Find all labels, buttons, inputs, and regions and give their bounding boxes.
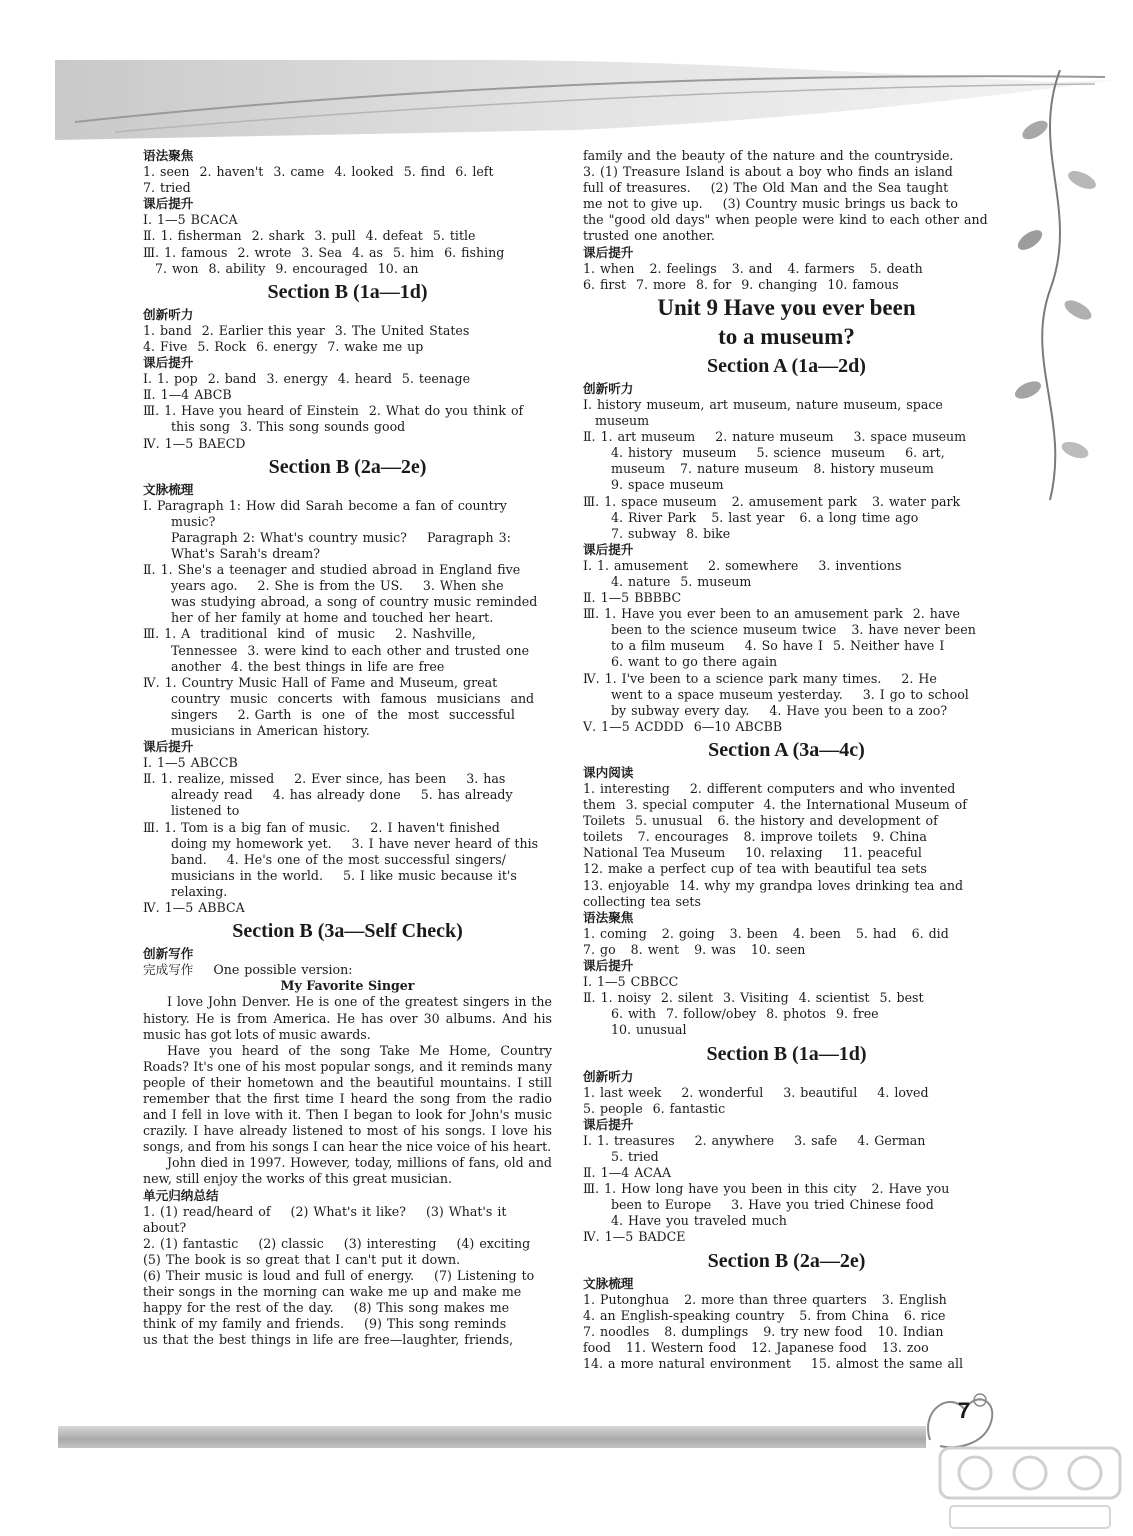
answer-line: been to the science museum twice 3. have never been (611, 622, 976, 638)
unit-title: Unit 9 Have you ever been (657, 294, 916, 320)
answer-line: 7. subway 8. bike (611, 525, 731, 541)
answer-line: 5. tried (611, 1148, 659, 1164)
answer-line: family and the beauty of the nature and the countryside. (583, 148, 954, 163)
answer-line: (6) Their music is loud and full of energy. (7) Listening to (143, 1268, 535, 1283)
answer-line: relaxing. (171, 883, 228, 899)
answer-line: 1. (1) read/heard of (2) What's it like? (3) What's it (143, 1203, 507, 1219)
answer-line: to a film museum 4. So have I 5. Neither have I (611, 638, 945, 654)
answer-line: Ⅲ. 1. Have you ever been to an amusement park 2. have (583, 606, 960, 622)
answer-line: them 3. special computer 4. the International Museum of (583, 797, 967, 813)
left-answer-column (143, 148, 552, 1348)
unit-title: to a museum? (718, 323, 855, 349)
answer-line: 9. space museum (611, 477, 724, 493)
answer-line: band. 4. He's one of the most successful singers/ (171, 851, 506, 867)
subsection-label: 创新听力 (583, 380, 634, 396)
answer-line: What's Sarah's dream? (171, 545, 320, 561)
subsection-label: 单元归纳总结 (143, 1187, 219, 1203)
answer-line: Tennessee 3. were kind to each other and trusted one (171, 642, 530, 658)
answer-line: Ⅳ. 1. Country Music Hall of Fame and Museum, great (143, 674, 498, 690)
answer-line: Ⅲ. 1. A traditional kind of music 2. Nashville, (143, 626, 476, 642)
section-heading: Section B (2a—2e) (707, 1249, 866, 1272)
answer-line: Ⅳ. 1—5 ABBCA (143, 900, 245, 916)
answer-line: Ⅰ. history museum, art museum, nature museum, space (583, 396, 943, 412)
answer-line: doing my homework yet. 3. I have never heard of this (171, 835, 539, 851)
answer-line: me not to give up. (3) Country music brings us back to (583, 196, 958, 212)
header-banner-decoration (55, 52, 1115, 142)
answer-line: 3. (1) Treasure Island is about a boy who finds an island (583, 164, 953, 180)
vine-decoration (990, 70, 1120, 500)
answer-line: years ago. 2. She is from the US. 3. When she (171, 578, 504, 594)
footer-bar (58, 1426, 926, 1448)
answer-line: museum (595, 413, 650, 429)
answer-line: Ⅱ. 1. noisy 2. silent 3. Visiting 4. scientist 5. best (583, 990, 924, 1006)
answer-line: Ⅰ. 1—5 ABCCB (143, 755, 238, 771)
answer-line: 完成写作 One possible version: (143, 962, 353, 978)
answer-line: this song 3. This song sounds good (171, 419, 406, 435)
answer-line: 7. noodles 8. dumplings 9. try new food 10. Indian (583, 1323, 944, 1339)
answer-line: been to Europe 3. Have you tried Chinese food (611, 1197, 934, 1213)
answer-line: 1. band 2. Earlier this year 3. The United States (143, 322, 470, 338)
answer-line: Ⅲ. 1. space museum 2. amusement park 3. water park (583, 493, 961, 509)
page-number: 7 (957, 1398, 971, 1423)
answer-line: singers 2. Garth is one of the most successful (171, 706, 515, 722)
answer-line: Ⅰ. 1—5 CBBCC (583, 974, 679, 990)
answer-line: Ⅱ. 1. art museum 2. nature museum 3. space museum (583, 429, 967, 445)
subsection-label: 语法聚焦 (143, 148, 194, 163)
answer-line: Ⅱ. 1—4 ABCB (143, 387, 232, 403)
answer-line: another 4. the best things in life are free (171, 658, 445, 674)
answer-line: was studying abroad, a song of country music reminded (171, 594, 538, 610)
answer-line: 2. (1) fantastic (2) classic (3) interesting (4) exciting (143, 1235, 531, 1251)
answer-line: 7. won 8. ability 9. encouraged 10. an (155, 260, 419, 276)
answer-line: 7. go 8. went 9. was 10. seen (583, 941, 806, 957)
answer-line: Toilets 5. unusual 6. the history and development of (583, 813, 938, 829)
answer-line: listened to (171, 803, 240, 819)
answer-line: Ⅳ. 1—5 BAECD (143, 435, 246, 451)
right-answer-column (583, 148, 990, 1372)
subsection-label: 课后提升 (583, 1116, 634, 1132)
answer-line: us that the best things in life are free—laughter, friends, (143, 1332, 514, 1348)
answer-line: the "good old days" when people were kind to each other and (583, 212, 988, 228)
subsection-label: 创新听力 (583, 1068, 634, 1084)
answer-line: (5) The book is so great that I can't put it down. (143, 1251, 461, 1267)
essay-title: My Favorite Singer (280, 978, 415, 994)
answer-line: Ⅴ. 1—5 ACDDD 6—10 ABCBB (583, 718, 783, 734)
answer-line: 6. with 7. follow/obey 8. photos 9. free (611, 1006, 879, 1022)
answer-line: 12. make a perfect cup of tea with beautiful tea sets (583, 861, 927, 877)
answer-line: 1. interesting 2. different computers and who invented (583, 781, 956, 796)
section-heading: Section A (3a—4c) (708, 738, 865, 761)
answer-line: Ⅲ. 1. How long have you been in this city 2. Have you (583, 1181, 950, 1197)
answer-line: 7. tried (143, 180, 191, 196)
answer-line: their songs in the morning can wake me up and make me (143, 1284, 522, 1300)
answer-line: 13. enjoyable 14. why my grandpa loves drinking tea and (583, 877, 964, 893)
answer-line: Paragraph 2: What's country music? Paragraph 3: (171, 529, 511, 545)
answer-line: Ⅱ. 1—5 BBBBC (583, 590, 682, 606)
answer-line: Ⅰ. 1. pop 2. band 3. energy 4. heard 5. teenage (143, 371, 471, 387)
answer-line: country music concerts with famous musicians and (171, 690, 535, 706)
subsection-label: 文脉梳理 (583, 1275, 634, 1291)
answer-line: Ⅱ. 1—4 ACAA (583, 1165, 672, 1181)
answer-line: went to a space museum yesterday. 3. I go to school (611, 686, 969, 702)
answer-line: collecting tea sets (583, 893, 701, 909)
answer-line: Ⅰ. 1. amusement 2. somewhere 3. inventions (583, 557, 902, 573)
answer-line: 1. coming 2. going 3. been 4. been 5. had 6. did (583, 925, 949, 941)
answer-line: National Tea Museum 10. relaxing 11. peaceful (583, 845, 922, 861)
answer-line: 4. Have you traveled much (611, 1213, 787, 1229)
subsection-label: 课后提升 (583, 958, 634, 974)
answer-line: 4. an English-speaking country 5. from China 6. rice (583, 1307, 946, 1323)
answer-line: Ⅲ. 1. Tom is a big fan of music. 2. I haven't finished (143, 819, 500, 835)
answer-line: her of her family at home and touched her heart. (171, 610, 494, 626)
subsection-label: 创新写作 (143, 946, 194, 962)
answer-line: Ⅳ. 1. I've been to a science park many times. 2. He (583, 670, 937, 686)
section-heading: Section A (1a—2d) (707, 354, 866, 377)
answer-line: think of my family and friends. (9) This song reminds (143, 1316, 507, 1332)
watermark-logo (930, 1440, 1130, 1536)
answer-line: 1. Putonghua 2. more than three quarters 3. English (583, 1291, 947, 1307)
section-heading: Section B (1a—1d) (267, 280, 428, 303)
answer-line: 1. when 2. feelings 3. and 4. farmers 5. death (583, 260, 923, 276)
answer-line: Ⅰ. Paragraph 1: How did Sarah become a fan of country (143, 497, 507, 513)
answer-line: Ⅰ. 1. treasures 2. anywhere 3. safe 4. German (583, 1132, 926, 1148)
answer-line: musicians in American history. (171, 723, 370, 738)
section-heading: Section B (2a—2e) (268, 455, 427, 478)
answer-line: 6. want to go there again (611, 654, 778, 670)
section-heading: Section B (3a—Self Check) (232, 920, 463, 943)
subsection-label: 课后提升 (143, 355, 194, 371)
answer-line: by subway every day. 4. Have you been to a zoo? (611, 702, 948, 718)
subsection-label: 语法聚焦 (583, 909, 634, 925)
answer-line: Ⅰ. 1—5 BCACA (143, 212, 238, 228)
answer-line: Ⅱ. 1. realize, missed 2. Ever since, has been 3. has (143, 771, 506, 787)
answer-line: already read 4. has already done 5. has already (171, 787, 513, 803)
answer-line: 6. first 7. more 8. for 9. changing 10. famous (583, 276, 899, 292)
answer-line: Ⅱ. 1. fisherman 2. shark 3. pull 4. defeat 5. title (143, 228, 476, 244)
answer-line: toilets 7. encourages 8. improve toilets 9. China (583, 829, 927, 845)
essay-paragraph: Have you heard of the song Take Me Home, Country Roads? It's one of his most popular songs, and it reminds many people of their hometown and the beautiful mountains. I still remember that the first time I heard the song from the radio and I fell in love with it. Then I began to look for John's music crazily. I have already listened to most of his songs. I love his songs, and from his songs I can hear the nice voice of his heart. (143, 1042, 552, 1155)
answer-line: 4. history museum 5. science museum 6. art, (611, 445, 945, 461)
answer-line: Ⅱ. 1. She's a teenager and studied abroad in England five (143, 562, 521, 578)
answer-line: 1. last week 2. wonderful 3. beautiful 4. loved (583, 1084, 929, 1100)
answer-line: 5. people 6. fantastic (583, 1100, 726, 1116)
section-heading: Section B (1a—1d) (706, 1042, 867, 1065)
subsection-label: 课后提升 (583, 541, 634, 557)
answer-line: trusted one another. (583, 228, 715, 244)
subsection-label: 课后提升 (143, 739, 194, 755)
answer-line: Ⅳ. 1—5 BADCE (583, 1229, 686, 1245)
answer-line: happy for the rest of the day. (8) This song makes me (143, 1300, 510, 1316)
answer-line: Ⅲ. 1. Have you heard of Einstein 2. What do you think of (143, 403, 524, 419)
subsection-label: 文脉梳理 (143, 481, 194, 497)
answer-line: food 11. Western food 12. Japanese food 13. zoo (583, 1339, 929, 1355)
answer-line: 10. unusual (611, 1022, 687, 1038)
essay-paragraph: I love John Denver. He is one of the greatest singers in the history. He is from America. He has over 30 albums. And his music has got lots of music awards. (143, 994, 552, 1042)
answer-line: 1. seen 2. haven't 3. came 4. looked 5. find 6. left (143, 164, 494, 180)
answer-line: music? (171, 513, 216, 529)
answer-line: full of treasures. (2) The Old Man and the Sea taught (583, 180, 949, 196)
answer-line: 4. nature 5. museum (611, 573, 752, 589)
answer-line: 4. Five 5. Rock 6. energy 7. wake me up (143, 338, 424, 354)
subsection-label: 课后提升 (583, 244, 634, 260)
answer-line: musicians in the world. 5. I like music because it's (171, 867, 517, 883)
subsection-label: 课内阅读 (583, 764, 634, 780)
answer-line: about? (143, 1219, 187, 1235)
essay-paragraph: John died in 1997. However, today, millions of fans, old and new, still enjoy the works of this great musician. (143, 1155, 552, 1187)
answer-line: Ⅲ. 1. famous 2. wrote 3. Sea 4. as 5. him 6. fishing (143, 244, 505, 260)
answer-line: museum 7. nature museum 8. history museum (611, 461, 934, 477)
subsection-label: 创新听力 (143, 306, 194, 322)
answer-line: 4. River Park 5. last year 6. a long time ago (611, 509, 919, 525)
subsection-label: 课后提升 (143, 196, 194, 212)
answer-line: 14. a more natural environment 15. almost the same all (583, 1356, 964, 1371)
